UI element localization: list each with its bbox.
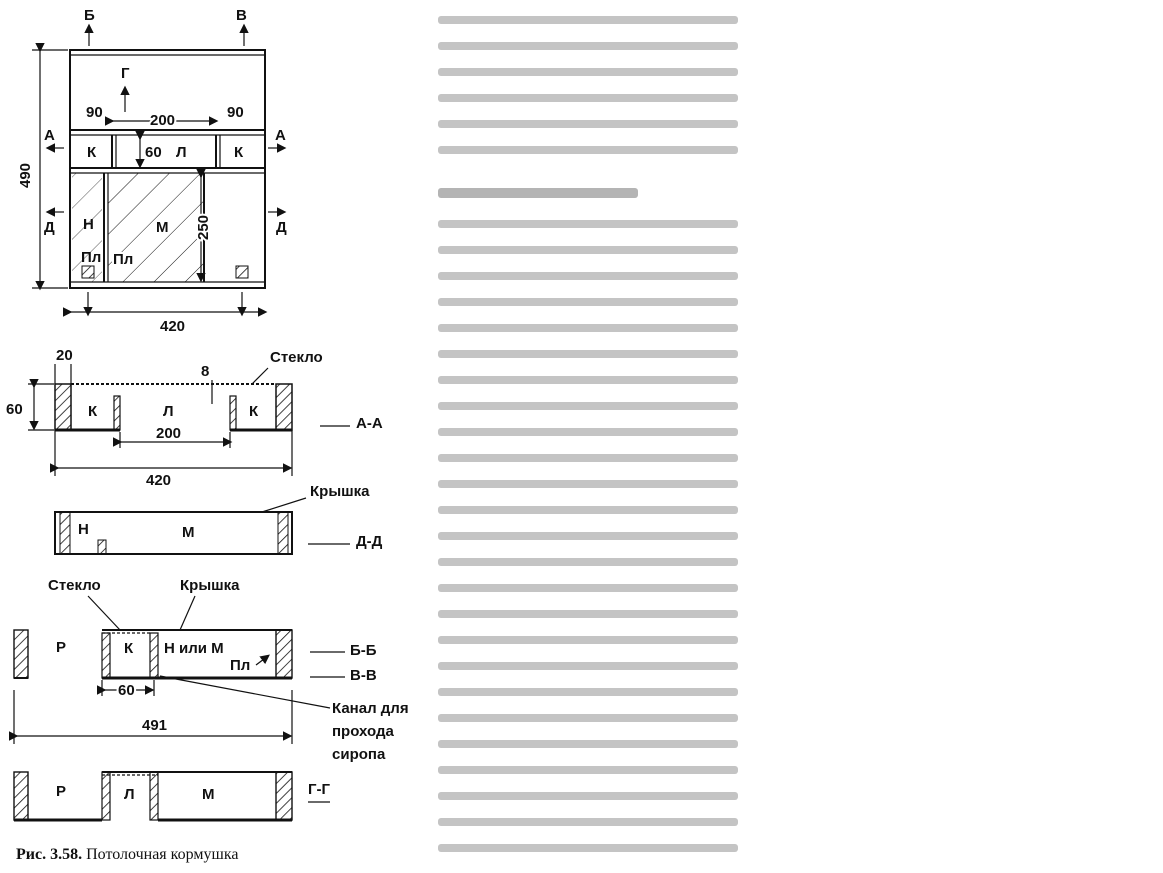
arrow-label-b: Б <box>84 7 95 24</box>
gg-cell-r: Р <box>56 783 67 800</box>
arrow-label-d-left: Д <box>44 219 55 236</box>
dim-90-left: 90 <box>86 104 103 121</box>
cell-k-left: К <box>87 144 97 161</box>
section-gg <box>14 772 330 820</box>
dim-200-aa: 200 <box>156 425 182 442</box>
section-dd <box>55 483 383 554</box>
caption-number: Рис. 3.58. <box>16 846 83 863</box>
channel-label-3: сиропа <box>332 746 386 763</box>
section-aa <box>6 347 383 489</box>
channel-label-1: Канал для <box>332 700 409 717</box>
dim-200-plan: 200 <box>150 112 176 129</box>
dim-420-plan: 420 <box>160 318 186 335</box>
cell-n: Н <box>83 216 94 233</box>
section-name-vv: В-В <box>350 667 377 684</box>
dim-60-bb: 60 <box>118 682 135 699</box>
gg-cell-l: Л <box>124 786 135 803</box>
plan-pl-square-left <box>82 266 94 278</box>
bb-cell-r: Р <box>56 639 67 656</box>
dim-250: 250 <box>195 214 212 240</box>
plan-pl-square-right <box>236 266 248 278</box>
plan-view <box>17 7 287 335</box>
lid-label-bb: Крышка <box>180 577 240 594</box>
dd-cell-m: М <box>182 524 195 541</box>
lid-label-dd: Крышка <box>310 483 370 500</box>
section-name-aa: А-А <box>356 415 383 432</box>
dim-90-right: 90 <box>227 104 244 121</box>
cell-pl-center: Пл <box>113 251 134 268</box>
aa-cell-k-right: К <box>249 403 259 420</box>
arrow-label-v: В <box>236 7 247 24</box>
bb-cell-k: К <box>124 640 134 657</box>
section-bb <box>14 577 409 763</box>
dim-8: 8 <box>201 363 210 380</box>
section-name-dd: Д-Д <box>356 533 383 550</box>
glass-label-bb: Стекло <box>48 577 101 594</box>
dim-60-aa: 60 <box>6 401 23 418</box>
aa-cell-k-left: К <box>88 403 98 420</box>
bb-cell-nm: Н или М <box>164 640 224 657</box>
arrow-label-a-left: А <box>44 127 55 144</box>
aa-cell-l: Л <box>163 403 174 420</box>
glass-label-aa: Стекло <box>270 349 323 366</box>
caption-text: Потолочная кормушка <box>86 846 239 863</box>
channel-label-2: прохода <box>332 723 394 740</box>
dim-491: 491 <box>142 717 168 734</box>
dim-490: 490 <box>17 162 34 188</box>
dim-420-aa: 420 <box>146 472 172 489</box>
dd-cell-n: Н <box>78 521 89 538</box>
cell-m: М <box>156 219 169 236</box>
gg-cell-m: М <box>202 786 215 803</box>
section-name-gg: Г-Г <box>308 781 331 798</box>
section-name-bb: Б-Б <box>350 642 377 659</box>
cell-pl-left: Пл <box>81 249 102 266</box>
bb-cell-pl: Пл <box>230 657 251 674</box>
dim-20: 20 <box>56 347 73 364</box>
arrow-label-a-right: А <box>275 127 286 144</box>
cell-k-right: К <box>234 144 244 161</box>
dim-60-plan: 60 <box>145 144 162 161</box>
figure-caption <box>16 846 238 864</box>
cell-l: Л <box>176 144 187 161</box>
arrow-label-g: Г <box>121 65 130 82</box>
arrow-label-d-right: Д <box>276 219 287 236</box>
